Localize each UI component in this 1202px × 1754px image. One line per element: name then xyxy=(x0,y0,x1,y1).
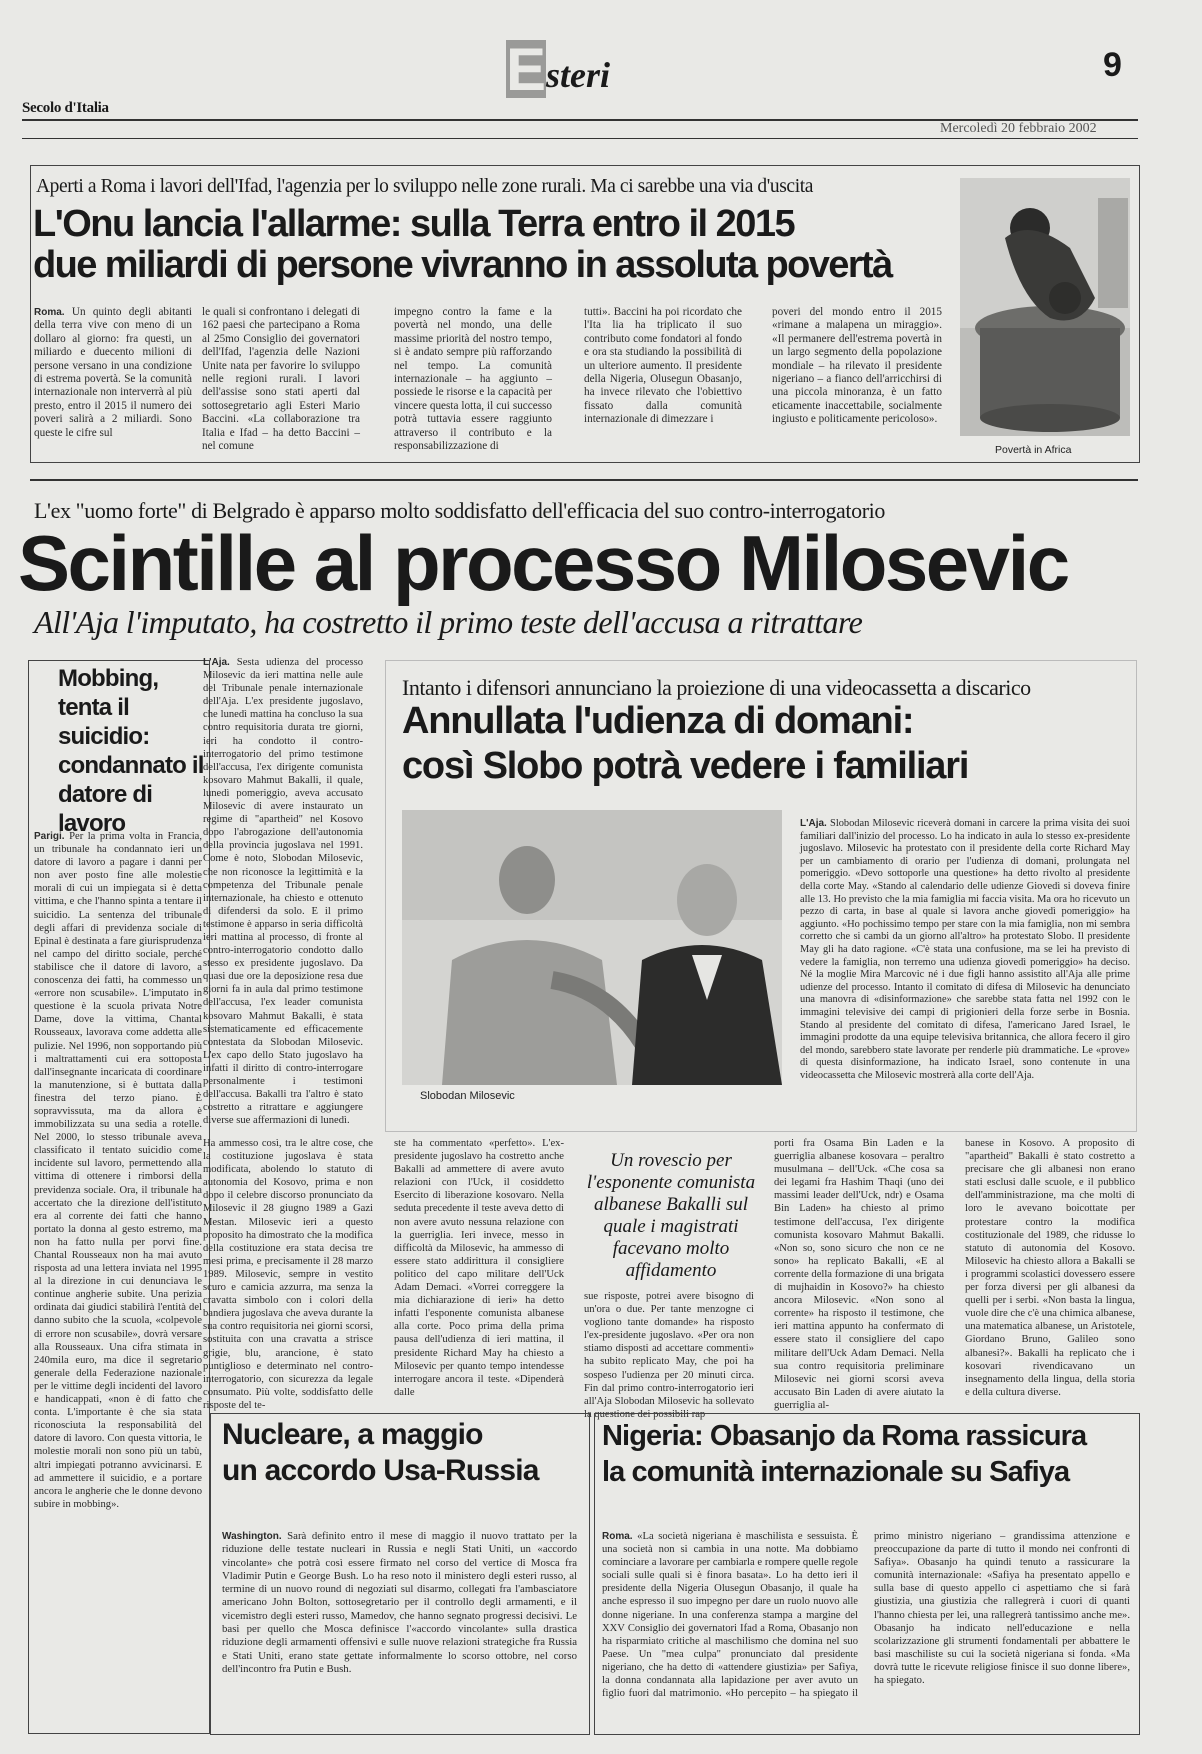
ifad-col-4: tutti». Baccini ha poi ricordato che l'Ita lia ha triplicato il suo contributo come fondatori al fondo e ora sta studiando la possibilità di un ulteriore aumento. Il presidente della Nigeria, Olusegun Obasanjo, ha invece rilevato che l'obiettivo fissato dalla comunità internazionale di dimezzare i xyxy=(584,306,742,426)
milosevic-dateline: L'Aja. xyxy=(203,657,230,668)
nigeria-body xyxy=(602,1530,1130,1726)
mobbing-text: Per la prima volta in Francia, un tribunale ha condannato ieri un datore di lavoro a pagare i danni per non aver posto fine alle molestie morali di cui un impiegata si è detta vittima, e che l'hanno spinta a tentare il suicidio. La sentenza del tribunale degli affari di previdenza sociale di Epinal è destinata a fare giurisprudenza nel campo del diritto sociale, perché stabilisce che il datore di lavoro, a conoscenza dei fatti, ha commesso un «errore non scusabile». L'imputato in questione è la scuola privata Notre Dame, dove la vittima, Chantal Rousseaux, lavorava come addetta alle pulizie. Nel 1996, non sopportando più i maltrattamenti cui era sottoposta dall'insegnante incaricata di coordinare la manutenzione, si è buttata dalla finestra del terzo piano. È sopravvissuta, ma da allora è immobilizzata su una sedia a rotelle. Nel 2000, lo stesso tribunale aveva classificato il tentato suicidio come incidente sul lavoro, permettendo alla vittima di ottenere i rimborsi della previdenza sociale. Ora, il tribunale ha accertato che la direzione dell'istituto era al corrente dei fatti che hanno portato la donna al gesto estremo, ma non ha fatto nulla per porvi fine. Chantal Rousseaux non ha mai avuto risposta ad una lettera inviata nel 1995 al la direzione in cui denunciava le continue angherie subite. Una perizia ordinata dai giudici stabilirà l'entità del danno subito che la scuola, «colpevole di errore non scusabile», dovrà versare alla Rousseaux. Una cifra stimata in 240mila euro, ma dice il segretario generale della Federazione nazionale per le vittime degli incidenti del lavoro e handicappati, «non è di fatto che conta. L'importante è che sia stata riconosciuta la responsabilità del datore di lavoro. Con questa vittoria, le molestie morali non sono più un tabù, altri impiegati potranno avvicinarsi. E ad ammettere il suicidio, e a portare ancora le angherie che le donne devono subire in mobbing». xyxy=(34,831,202,1510)
mobbing-body xyxy=(34,830,202,1726)
milosevic-photo xyxy=(402,810,782,1085)
nucleare-dateline: Washington. xyxy=(222,1531,282,1542)
nucleare-headline-1: Nucleare, a maggio xyxy=(222,1418,483,1451)
section-logo xyxy=(506,36,666,103)
poverty-photo-image xyxy=(960,178,1130,436)
milosevic-col-3: ste ha commentato «perfetto». L'ex-presidente jugoslavo ha costretto anche Bakalli ad ammettere di avere avuto relazioni con l'Uck, il cosiddetto Esercito di liberazione kosovaro. Nella seduta precedente il teste aveva detto di non avere avuto nessuna relazione con la guerriglia. Ieri invece, messo in difficoltà da Milosevic, ha ammesso di essere stato addirittura il consigliere politico del capo militare dell'Uck Adam Demaci. «Vorrei correggere la mia dichiarazione di ieri» ha detto infatti l'esponente comunista albanese alla corte. Poco prima della prima pausa dell'udienza di ieri mattina, il presidente Richard May ha chiesto a Milosevic per quanto tempo intendesse interrogare ancora il teste. «Dipenderà dalle xyxy=(394,1138,564,1398)
mobbing-dateline: Parigi. xyxy=(34,831,65,842)
issue-date: Mercoledì 20 febbraio 2002 xyxy=(940,121,1097,136)
newspaper-name: Secolo d'Italia xyxy=(22,100,109,116)
udienza-headline-2: così Slobo potrà vedere i familiari xyxy=(402,745,969,787)
nigeria-dateline: Roma. xyxy=(602,1531,633,1542)
mobbing-title: Mobbing, tenta il suicidio: condannato il datore di lavoro xyxy=(58,665,204,837)
ifad-headline-2: due miliardi di persone vivranno in assoluta povertà xyxy=(33,244,892,286)
ifad-col-5: poveri del mondo entro il 2015 «rimane a malapena un miraggio». «Il permanere dell'estrema povertà in un largo segmento della popolazione mondiale – ha rilevato il presidente nigeriano – a fianco dell'arricchirsi di una piccola minoranza, è un fatto eticamente inaccettabile, socialmente ingiusto e politicamente pericoloso». xyxy=(772,306,942,426)
milosevic-subtitle: All'Aja l'imputato, ha costretto il primo teste dell'accusa a ritrattare xyxy=(34,604,863,640)
milosevic-col-4: sue risposte, potrei avere bisogno di un'ora o due. Per tante menzogne ci vogliono tante domande» ha risposto l'ex-presidente jugoslavo. «Per ora non stiamo disposti ad accettare commenti» ha subito replicato May, che poi ha sospeso l'udienza per 20 minuti circa. Fin dal primo contro-interrogatorio ieri all'Aja Slobodan Milosevic ha sollevato la questione dei possibili rap xyxy=(584,1291,754,1420)
ifad-headline-1: L'Onu lancia l'allarme: sulla Terra entro il 2015 xyxy=(33,203,795,245)
section-initial: E xyxy=(506,36,547,103)
udienza-kicker: Intanto i difensori annunciano la proiezione di una videocassetta a discarico xyxy=(402,675,1031,700)
milosevic-kicker: L'ex "uomo forte" di Belgrado è apparso molto soddisfatto dell'efficacia del suo contro-interrogatorio xyxy=(34,498,885,523)
header-rule-thin xyxy=(22,138,1138,139)
ifad-col-3: impegno contro la fame e la povertà nel mondo, una delle massime priorità del nostro tempo, si è andato sempre più rafforzando nel tempo. La comunità internazionale – ha aggiunto – possiede le risorse e la capacità per vincere questa lotta, il cui successo potrà tuttavia essere raggiunto attraverso il contributo e la responsabilizzazione di xyxy=(394,306,552,453)
nucleare-headline-2: un accordo Usa-Russia xyxy=(222,1454,539,1487)
poverty-photo xyxy=(960,178,1130,436)
poverty-photo-caption: Povertà in Africa xyxy=(995,444,1072,456)
milosevic-photo-caption: Slobodan Milosevic xyxy=(420,1090,515,1102)
ifad-dateline: Roma. xyxy=(34,307,65,318)
ifad-col-1 xyxy=(34,306,192,454)
ifad-col-1-text: Un quinto degli abitanti della terra vive con meno di un dollaro al giorno: fra questi, un miliardo e duecento milioni di persone versano in una condizione di estrema povertà. Se la comunità internazionale non interverrà al più presto, entro il 2015 il numero dei poveri salirà a 2 miliardi. Sono queste le cifre sul xyxy=(34,306,192,439)
milosevic-col-left-text: Sesta udienza del processo Milosevic da ieri mattina nelle aule del Tribunale penale internazionale dell'Aja. L'ex presidente jugoslavo, che lunedì mattina ha concluso la sua contro requisitoria durata tre giorni, ieri ha condotto il contro-interrogatorio del primo testimone dell'accusa, l'ex dirigente comunista kosovaro Mahmut Bakalli, il quale, lunedì pomeriggio, aveva accusato Milosevic di avere instaurato un regime di "apartheid" nel Kosovo dopo l'abrogazione dell'autonomia della provincia jugoslava nel 1991. Come è noto, Slobodan Milosevic, che non riconosce la legittimità e la competenza del Tribunale penale internazionale, ha chiesto e ottenuto di difendersi da solo. E il primo testimone è apparso in seria difficoltà ieri mattina al processo, di fronte al contro-interrogatorio condotto dallo stesso ex presidente jugoslavo. Da quasi due ore la deposizione resa due giorni fa in aula dal primo testimone dell'accusa, l'ex leader comunista kosovaro Mahmut Bakalli, è stata sistematicamente ed efficacemente contestata da Slobodan Milosevic. L'ex capo dello Stato jugoslavo ha infatti il diritto di contro-interrogare personalmente i testimoni dell'accusa. Bakalli tra l'altro è stato costretto a ritrattare e aggiungere diverse sue affermazioni di lunedì. xyxy=(203,657,363,1127)
nigeria-text: «La società nigeriana è maschilista e sessuista. È una società non si cambia in una notte. Ma dobbiamo cominciare a lavorare per cambiarla e rompere quelle regole sociali sulle quali si è finora basata». Lo ha detto ieri il presidente della Nigeria Olusegun Obasanjo, il quale ha anche espresso il suo impegno per dare un ruolo nuovo alle donne nigeriane. In una conferenza stampa a margine del XXV Consiglio dei governatori Ifad a Roma, Obasanjo non ha risparmiato critiche al maschilismo che domina nel suo Paese. Un "mea culpa" pronunciato dal presidente nigeriano, che ha detto di «attendere giustizia» per Safiya, la donna condannata alla lapidazione per aver avuto un figlio fuori dal matrimonio. «Ho percepito – ha spiegato il primo ministro nigeriano – grandissima attenzione e preoccupazione da parte di tutto il mondo nei confronti di Safiya». Obasanjo ha quindi tenuto a rassicurare la comunità internazionale: «Safiya ha presentato appello e sulla base di questo appello ci aspettiamo che si farà giustizia, una giustizia che rallegrerà i cuori di quanti l'hanno chiesta per lei, una rallegrerà tantissimo anche me». Obasanjo ha indicato nell'educazione e nella scolarizzazione gli strumenti fondamentali per abbattere le basi maschiliste su cui la società nigeriana si fonda. «Ma dovrà tutte le ricevute religiose finisce il suo donne libere», ha spiegato. xyxy=(602,1531,1130,1700)
milosevic-col-5: porti fra Osama Bin Laden e la guerriglia albanese kosovara – peraltro musulmana – dell'Uck. «Che cosa sa dei legami fra Hashim Thaqi (uno dei massimi leader dell'Uck, ndr) e Osama Bin Laden» ha chiesto al primo testimone dell'accusa, l'ex dirigente comunista kosovaro Mahmut Bakalli. «Non so, sono sicuro che non ce ne sono» ha replicato Bakalli, «E al corrente della formazione di una brigata di mujhaidin in Kosovo?» ha chiesto ancora Milosevic. «Non sono al corrente» ha risposto il testimone, che ieri mattina appunto ha confermato di essere stato il consigliere del capo militare dell'Uck Adam Demaci. Nella sua contro requisitoria preliminare Milosevic nei giorni scorsi aveva accusato Bin Laden di avere aiutato la guerriglia al- xyxy=(774,1138,944,1411)
udienza-text: Slobodan Milosevic riceverà domani in carcere la prima visita dei suoi familiari dall'inizio del processo. Lo ha indicato in aula lo stesso ex-presidente jugoslavo. Milosevic ha protestato con il presidente della corte Richard May per un cambiamento di orario per l'udienza di domani, prolungata nel pomeriggio. «Devo sottoporle una questione» ha detto rivolto al presidente della corte May. «Stando al calendario delle udienze Giovedì si doveva finire alle 13. Ho previsto che la mia famiglia mi faccia visita. Ma ora ho ricevuto un pezzo di carta, in base al quale si lavora anche giovedì pomeriggio» ha aggiunto. «Ho pochissimo tempo per stare con la mia famiglia, non mi sembra corretto che si cambi da un giorno all'altro» ha protestato Slobo. Il presidente May gli ha dato ragione. «C'è stata una confusione, ma se lei ha previsto di vedere la famiglia, non terremo una udienza giovedì pomeriggio» ha deciso. Né la moglie Mira Marcovic né i due figli hanno assistito all'Aja alle prime udienze del processo. Intanto il comitato di difesa di Milosevic ha denunciato una manovra di «disinformazione» che sarebbe stata fatta nel 1992 con le immagini televisive dei campi di prigionieri della forze serbe in Bosnia. Stando al presidente del comitato di difesa, l'americano Jared Israel, le immagini prodotte da una equipe televisiva britannica, che allora fecero il giro del mondo, sarebbero state lavorate per renderle più drammatiche. Le «prove» di questa disinformazione, ha indicato Israel, sono contenute in una videocassetta che Milosevic mostrerà alla corte dell'Aja. xyxy=(800,818,1130,1081)
milosevic-headline: Scintille al processo Milosevic xyxy=(18,519,1068,607)
nigeria-headline-1: Nigeria: Obasanjo da Roma rassicura xyxy=(602,1420,1087,1452)
ifad-kicker: Aperti a Roma i lavori dell'Ifad, l'agenzia per lo sviluppo nelle zone rurali. Ma ci sarebbe una via d'uscita xyxy=(36,176,813,197)
milosevic-photo-image xyxy=(402,810,782,1085)
milosevic-pull-quote: Un rovescio per l'esponente comunista albanese Bakalli sul quale i magistrati facevano molto affidamento xyxy=(586,1150,756,1281)
udienza-headline-1: Annullata l'udienza di domani: xyxy=(402,700,914,742)
nigeria-headline-2: la comunità internazionale su Safiya xyxy=(602,1456,1070,1488)
ifad-col-2: le quali si confrontano i delegati di 162 paesi che partecipano a Roma al 25mo Consiglio dei governatori dell'Ifad, l'agenzia delle Nazioni Unite nata per favorire lo sviluppo nelle regioni rurali. I lavori dell'assise sono stati aperti dal sottosegretario agli Esteri Mario Baccini. «La collaborazione tra Italia e Ifad – ha detto Baccini – nel comune xyxy=(202,306,360,453)
milosevic-col-2: Ha ammesso così, tra le altre cose, che la costituzione jugoslava è stata modificata, abolendo lo statuto di autonomia del Kosovo, prima e non dopo il celebre discorso pronunciato da Milosevic il 28 giugno 1989 a Gazi Mestan. Milosevic ieri a questo proposito ha dimostrato che la modifica della costituzione era stata decisa tre mesi prima, e precisamente il 28 marzo 1989. Milosevic, sempre in vestito scuro e camicia azzurra, ma senza la cravatta simbolo con i colori della bandiera jugoslava che aveva durante la sua contro requisitoria nei giorni scorsi, sostituita con una cravatta a strisce grigie, blu, arancione, è stato puntiglioso e determinato nel contro-interrogatorio, con sicurezza da legale consumato. Più volte, soddisfatto delle risposte del te- xyxy=(203,1138,373,1411)
milosevic-col-6: banese in Kosovo. A proposito di "apartheid" Bakalli è stato costretto a precisare che gli albanesi non erano stati esclusi dalle scuole, e il pubblico dell'amministrazione, ma che molti di loro le avevano boicottate per protestare contro la modifica costituzionale del 1989, che ridusse lo statuto di autonomia del Kosovo. Milosevic ha chiesto allora a Bakalli se i programmi scolastici dovessero essere per forza diversi per gli albanesi da quelli per i serbi. «Non basta la lingua, vuole dire che c'è una chimica albanese, una matematica albanese, un Aristotele, Giordano Bruno, Galileo sono albanesi?». Bakalli ha replicato che i kosovari rivendicavano un insegnamento della lingua, della storia e della cultura diverse. xyxy=(965,1138,1135,1398)
udienza-body xyxy=(800,818,1130,1118)
page-number: 9 xyxy=(1103,46,1122,84)
udienza-dateline: L'Aja. xyxy=(800,818,827,829)
nucleare-body xyxy=(222,1530,577,1726)
nucleare-text: Sarà definito entro il mese di maggio il nuovo trattato per la riduzione delle testate nucleari in Russia e negli Stati Uniti, un «accordo vincolante» che potrà così essere firmato nel corso del vertice di Mosca fra Vladimir Putin e George Bush. Lo ha reso noto il ministero degli esteri russo, al termine di un nuovo round di negoziati sul disarmo, collegati fra l'ambasciatore americano John Bolton, sottosegretario per il controllo degli armamenti, e il vicemistro degli esteri russo, Mamedov, che hanno segnato progressi decisivi. Le basi per quello che Mosca definisce l'«accordo vincolante» sulla drastica riduzione degli armamenti offensivi e sulle nuove relazioni strategiche fra Russia e Stati Uniti, erano state gettate informalmente lo scorso ottobre, nel corso dell'incontro fra Putin e Bush. xyxy=(222,1530,577,1675)
milosevic-top-rule xyxy=(30,479,1138,481)
section-title: steri xyxy=(546,55,611,95)
